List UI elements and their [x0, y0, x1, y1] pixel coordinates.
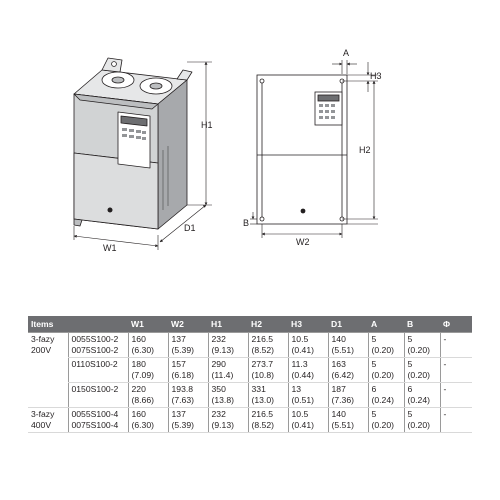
- value-mm: 331: [251, 384, 266, 394]
- value-cell: [128, 383, 168, 408]
- table-header-row: [28, 316, 472, 333]
- group-name: 3-fazy: [31, 334, 55, 344]
- value-cell: [440, 383, 472, 408]
- value-inch: (5.51): [331, 420, 354, 430]
- value-inch: (0.41): [291, 420, 314, 430]
- value-inch: (0.20): [371, 345, 394, 355]
- dimension-table: [28, 316, 472, 433]
- value-mm: 5: [407, 359, 413, 369]
- value-mm: 10.5: [291, 334, 309, 344]
- value-inch: (5.39): [171, 345, 194, 355]
- value-inch: (0.20): [407, 420, 430, 430]
- value-mm: 140: [331, 334, 346, 344]
- value-cell: [168, 383, 208, 408]
- value-mm: 180: [131, 359, 146, 369]
- model-number: 0055S100-2: [71, 334, 119, 344]
- value-inch: (13.8): [211, 395, 234, 405]
- group-name: 200V: [31, 345, 52, 355]
- value-mm: 160: [131, 409, 146, 419]
- value-mm: 216.5: [251, 409, 274, 419]
- group-name: 400V: [31, 420, 52, 430]
- label-a: A: [343, 48, 350, 58]
- value-mm: 13: [291, 384, 302, 394]
- value-mm: 140: [331, 409, 346, 419]
- value-mm: 5: [371, 359, 377, 369]
- fan-right-hub: [150, 83, 162, 89]
- group-name: 3-fazy: [31, 409, 55, 419]
- value-inch: (5.39): [171, 420, 194, 430]
- value-mm: 220: [131, 384, 146, 394]
- value-inch: (0.44): [291, 370, 314, 380]
- label-h1: H1: [201, 120, 213, 130]
- value-mm: 6: [371, 384, 377, 394]
- value-inch: (0.24): [407, 395, 430, 405]
- value-mm: 5: [371, 334, 377, 344]
- value-mm: 5: [371, 409, 377, 419]
- model-cell: [68, 333, 128, 358]
- foot-left: [74, 219, 82, 226]
- value-cell: [128, 333, 168, 358]
- value-cell: [288, 358, 328, 383]
- value-cell: [440, 408, 472, 433]
- value-cell: [368, 358, 404, 383]
- value-cell: [288, 383, 328, 408]
- value-cell: [440, 333, 472, 358]
- value-cell: [248, 358, 288, 383]
- front-view-display: [318, 95, 339, 101]
- value-inch: (0.51): [291, 395, 314, 405]
- header-cell: D1: [328, 316, 368, 333]
- model-cell: [68, 408, 128, 433]
- value-cell: [288, 408, 328, 433]
- value-inch: (0.24): [371, 395, 394, 405]
- value-cell: [168, 333, 208, 358]
- value-cell: [288, 333, 328, 358]
- value-inch: (6.42): [331, 370, 354, 380]
- value-inch: (0.20): [371, 370, 394, 380]
- value-mm: 6: [407, 384, 413, 394]
- value-inch: (9.13): [211, 345, 234, 355]
- value-mm: 273.7: [251, 359, 274, 369]
- value-mm: -: [443, 384, 447, 394]
- value-cell: [328, 333, 368, 358]
- header-cell: H2: [248, 316, 288, 333]
- header-cell: B: [404, 316, 440, 333]
- value-cell: [404, 358, 440, 383]
- value-mm: 137: [171, 334, 186, 344]
- fan-left-hub: [112, 77, 124, 83]
- value-inch: (13.0): [251, 395, 274, 405]
- value-inch: (9.13): [211, 420, 234, 430]
- cover-screw: [108, 208, 113, 213]
- value-cell: [208, 383, 248, 408]
- isometric-view: [74, 58, 192, 229]
- value-mm: 137: [171, 409, 186, 419]
- model-cell: [68, 383, 128, 408]
- value-inch: (8.66): [131, 395, 154, 405]
- value-cell: [128, 358, 168, 383]
- value-inch: (0.20): [407, 370, 430, 380]
- label-h3: H3: [370, 71, 382, 81]
- value-mm: 232: [211, 409, 226, 419]
- value-cell: [208, 333, 248, 358]
- header-cell: Φ: [440, 316, 472, 333]
- group-cell: [28, 333, 68, 408]
- value-cell: [404, 333, 440, 358]
- value-mm: 10.5: [291, 409, 309, 419]
- model-number: 0075S100-4: [71, 420, 119, 430]
- mount-hole-top-left: [260, 79, 264, 83]
- model-cell: [68, 358, 128, 383]
- label-d1: D1: [184, 223, 196, 233]
- value-inch: (7.36): [331, 395, 354, 405]
- value-inch: (5.51): [331, 345, 354, 355]
- value-inch: (6.30): [131, 345, 154, 355]
- value-inch: (0.20): [371, 420, 394, 430]
- label-w1: W1: [103, 243, 117, 253]
- value-cell: [328, 383, 368, 408]
- table-row: [28, 383, 472, 408]
- value-cell: [248, 408, 288, 433]
- value-mm: 5: [407, 409, 413, 419]
- value-inch: (11.4): [211, 370, 234, 380]
- value-cell: [328, 358, 368, 383]
- mount-hole-bottom-left: [260, 217, 264, 221]
- value-cell: [128, 408, 168, 433]
- value-mm: 11.3: [291, 359, 308, 369]
- value-inch: (7.63): [171, 395, 194, 405]
- value-cell: [208, 358, 248, 383]
- header-cell: Items: [28, 316, 128, 333]
- value-cell: [368, 383, 404, 408]
- value-mm: 160: [131, 334, 146, 344]
- side-face: [158, 80, 187, 229]
- value-mm: -: [443, 359, 447, 369]
- value-mm: -: [443, 334, 447, 344]
- table-body: [28, 333, 472, 433]
- model-number: 0150S100-2: [71, 384, 119, 394]
- value-cell: [248, 333, 288, 358]
- value-mm: 187: [331, 384, 346, 394]
- value-cell: [404, 383, 440, 408]
- value-inch: (8.52): [251, 345, 274, 355]
- mount-tab-right: [177, 70, 192, 80]
- value-mm: 216.5: [251, 334, 274, 344]
- value-cell: [440, 358, 472, 383]
- value-mm: 232: [211, 334, 226, 344]
- header-cell: W2: [168, 316, 208, 333]
- value-cell: [328, 408, 368, 433]
- value-mm: 193.8: [171, 384, 194, 394]
- table-row: [28, 333, 472, 358]
- value-mm: 163: [331, 359, 346, 369]
- value-mm: 350: [211, 384, 226, 394]
- value-cell: [248, 383, 288, 408]
- model-number: 0055S100-4: [71, 409, 119, 419]
- value-cell: [168, 358, 208, 383]
- front-view: [257, 75, 347, 224]
- label-w2: W2: [296, 237, 310, 247]
- front-view-keys: [319, 104, 335, 119]
- mount-hole-top: [112, 62, 117, 67]
- label-b: B: [243, 218, 250, 228]
- value-cell: [168, 408, 208, 433]
- table-row: [28, 408, 472, 433]
- value-inch: (10.8): [251, 370, 274, 380]
- header-cell: W1: [128, 316, 168, 333]
- value-inch: (0.20): [407, 345, 430, 355]
- value-mm: 5: [407, 334, 413, 344]
- model-number: 0075S100-2: [71, 345, 119, 355]
- group-cell: [28, 408, 68, 433]
- header-cell: H3: [288, 316, 328, 333]
- value-inch: (6.30): [131, 420, 154, 430]
- value-cell: [404, 408, 440, 433]
- value-inch: (7.09): [131, 370, 154, 380]
- value-cell: [208, 408, 248, 433]
- value-cell: [368, 333, 404, 358]
- value-mm: -: [443, 409, 447, 419]
- table-row: [28, 358, 472, 383]
- model-number: 0110S100-2: [71, 359, 118, 369]
- front-view-screw: [301, 209, 306, 214]
- value-mm: 290: [211, 359, 226, 369]
- value-mm: 157: [171, 359, 186, 369]
- value-inch: (6.18): [171, 370, 194, 380]
- value-cell: [368, 408, 404, 433]
- value-inch: (8.52): [251, 420, 274, 430]
- value-inch: (0.41): [291, 345, 314, 355]
- header-cell: H1: [208, 316, 248, 333]
- label-h2: H2: [359, 145, 371, 155]
- header-cell: A: [368, 316, 404, 333]
